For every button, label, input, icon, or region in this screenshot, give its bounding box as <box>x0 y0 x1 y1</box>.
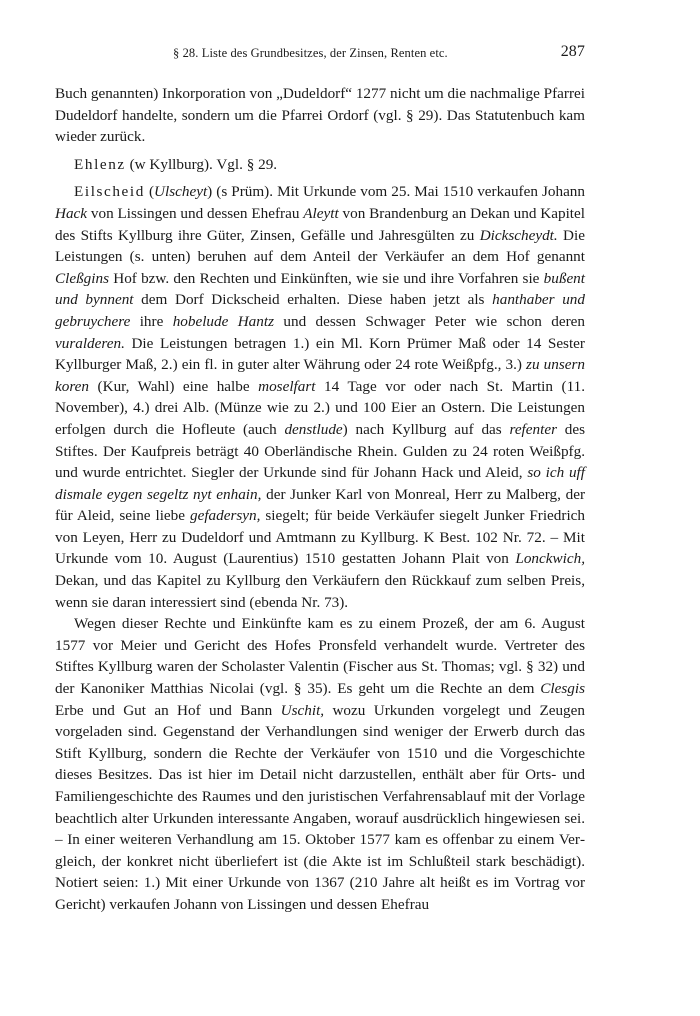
text-run: Die Leistungen betragen 1.) ein Ml. Korn Prümer Maß oder 14 Sester Kyllburger Maß, 2.) ein fl. in guter alter Währung oder 24 rote Weißpfg., 3.) <box>55 334 585 374</box>
italic-term: zu unsern koren <box>55 356 585 395</box>
text-run: Die Leistungen (s. unten) beruhen auf dem Anteil der Verkäufer an dem Hof genannt <box>55 226 585 266</box>
text-run: des Stiftes. Der Kaufpreis beträgt 40 Oberländische Rhein. Gulden zu 24 roten Weißpfg. und wurde entrichtet. Siegler der Urkunde sind für Johann Hack und Aleid, <box>55 420 586 482</box>
text-run: ) nach Kyllburg auf das <box>342 420 510 438</box>
text-run: wozu Urkunden vorgelegt und Zeugen vorgeladen sind. Gegenstand der Verhandlungen sind weniger der Erwerb durch das Stift Kyllburg, sondern die Rechte der Verkäufer von 1510 und die Vorgeschichte dieses Besitzes. Das ist hier im Detail nicht darzustellen, enthält aber für Orts- und Familiengeschichte des Raumes und den juristischen Verfahrensablauf mit der Vorlage beachtlich alter Urkunden interessante Angaben, worauf ausdrücklich hingewiesen sei. – In einer weiteren Verhandlung am 15. Oktober 1577 kam es offenbar zu einem Vergleich, der konkret nicht überliefert ist (die Akte ist im Schlußteil stark beschädigt). Notiert seien: 1.) Mit einer Urkunde von 1367 (210 Jahre alt heißt es im Vortrag vor Gericht) verkaufen Johann von Lissingen und dessen Ehefrau <box>55 701 585 913</box>
text-run: Erbe und Gut an Hof und Bann <box>55 701 281 719</box>
entry-heading: Ehlenz <box>74 155 126 173</box>
italic-term: Ulscheyt <box>154 183 208 201</box>
text-run: (w Kyllburg). Vgl. § 29. <box>125 155 278 173</box>
italic-term: Hack <box>55 204 88 222</box>
paragraph-p4 <box>55 613 585 915</box>
text-run: Buch genannten) Inkorporation von „Dudeldorf“ 1277 nicht um die nachmalige Pfarrei Dudeldorf handelte, sondern um die Pfarrei Ordorf (vgl. § 29). Das Statutenbuch kam wieder zurück. <box>55 85 585 146</box>
entry-heading: Eilscheid <box>74 183 145 201</box>
italic-term: Uschit, <box>280 701 325 719</box>
italic-term: hobelude Hantz <box>172 312 275 330</box>
text-run: dem Dorf Dickscheid erhalten. Diese haben jetzt als <box>133 291 493 309</box>
text-run: Hof bzw. den Rechten und Einkünften, wie sie und ihre Vorfahren sie <box>109 269 544 287</box>
text-run: 14 Tage vor oder nach St. Martin (11. November), 4.) drei Alb. (Münze wie zu 2.) und 100 Eier an Ostern. Die Leistungen erfolgen durch die Hofleute (auch <box>55 377 585 438</box>
italic-term: refenter <box>509 420 557 438</box>
italic-term: vuralderen. <box>55 334 125 352</box>
paragraph-p3 <box>55 181 585 613</box>
italic-term: Clesgis <box>540 680 585 698</box>
paragraph-p2 <box>55 154 585 176</box>
text-run: von Brandenburg an Dekan und Kapitel des Stifts Kyllburg ihre Güter, Zinsen, Gefälle und Jahresgülten zu <box>55 204 585 244</box>
text-run: ihre <box>130 312 173 330</box>
text-run: Wegen dieser Rechte und Einkünfte kam es zu einem Prozeß, der am 6. August 1577 vor Meier und Gericht des Hofes Pronsfeld verhandelt wurde. Vertreter des Stiftes Kyllburg waren der Scholaster Valentin (Fischer aus St. Thomas; vgl. § 32) und der Kanoniker Matthias Nicolai (vgl. § 35). Es geht um die Rechte an dem <box>55 615 585 698</box>
text-run: (Kur, Wahl) eine halbe <box>89 377 259 395</box>
italic-term: Aleytt <box>303 204 339 222</box>
italic-term: Lonckwich, <box>515 550 585 568</box>
text-run: siegelt; für beide Verkäufer siegelt Junker Friedrich von Leyen, Herr zu Dudeldorf und Amtmann zu Kyllburg. K Best. 102 Nr. 72. – Mit Urkunde vom 10. August (Laurentius) 1510 gestatten Johann Plait von <box>55 507 586 568</box>
text-run: der Junker Karl von Monreal, Herr zu Malberg, der für Aleid, seine liebe <box>55 485 585 525</box>
italic-term: Cleßgins <box>55 269 110 287</box>
text-run: Dekan, und das Kapitel zu Kyllburg den Verkäufern den Rückkauf zum selben Preis, wenn sie daran interessiert sind (ebenda Nr. 73). <box>55 572 585 611</box>
italic-term: Dickscheydt. <box>479 226 558 244</box>
body-text <box>55 83 585 916</box>
italic-term: bußent und bynnent <box>55 269 585 309</box>
text-run: und dessen Schwager Peter wie schon deren <box>274 312 585 330</box>
text-run: ( <box>144 183 155 201</box>
text-run: von Lissingen und dessen Ehefrau <box>87 204 304 222</box>
page-number: 287 <box>560 43 585 60</box>
text-run: ) (s Prüm). Mit Urkunde vom 25. Mai 1510 verkaufen Johann <box>207 183 585 201</box>
italic-term: denstlude <box>284 420 343 438</box>
running-title: § 28. Liste des Grundbesitzes, der Zinsen, Renten etc. <box>173 46 448 60</box>
paragraph-p1 <box>55 83 585 148</box>
italic-term: hanthaber und gebruychere <box>55 291 585 330</box>
italic-term: so ich uff dismale eygen segeltz nyt enhain, <box>55 464 585 503</box>
italic-term: gefadersyn, <box>189 507 261 525</box>
italic-term: moselfart <box>258 377 316 395</box>
